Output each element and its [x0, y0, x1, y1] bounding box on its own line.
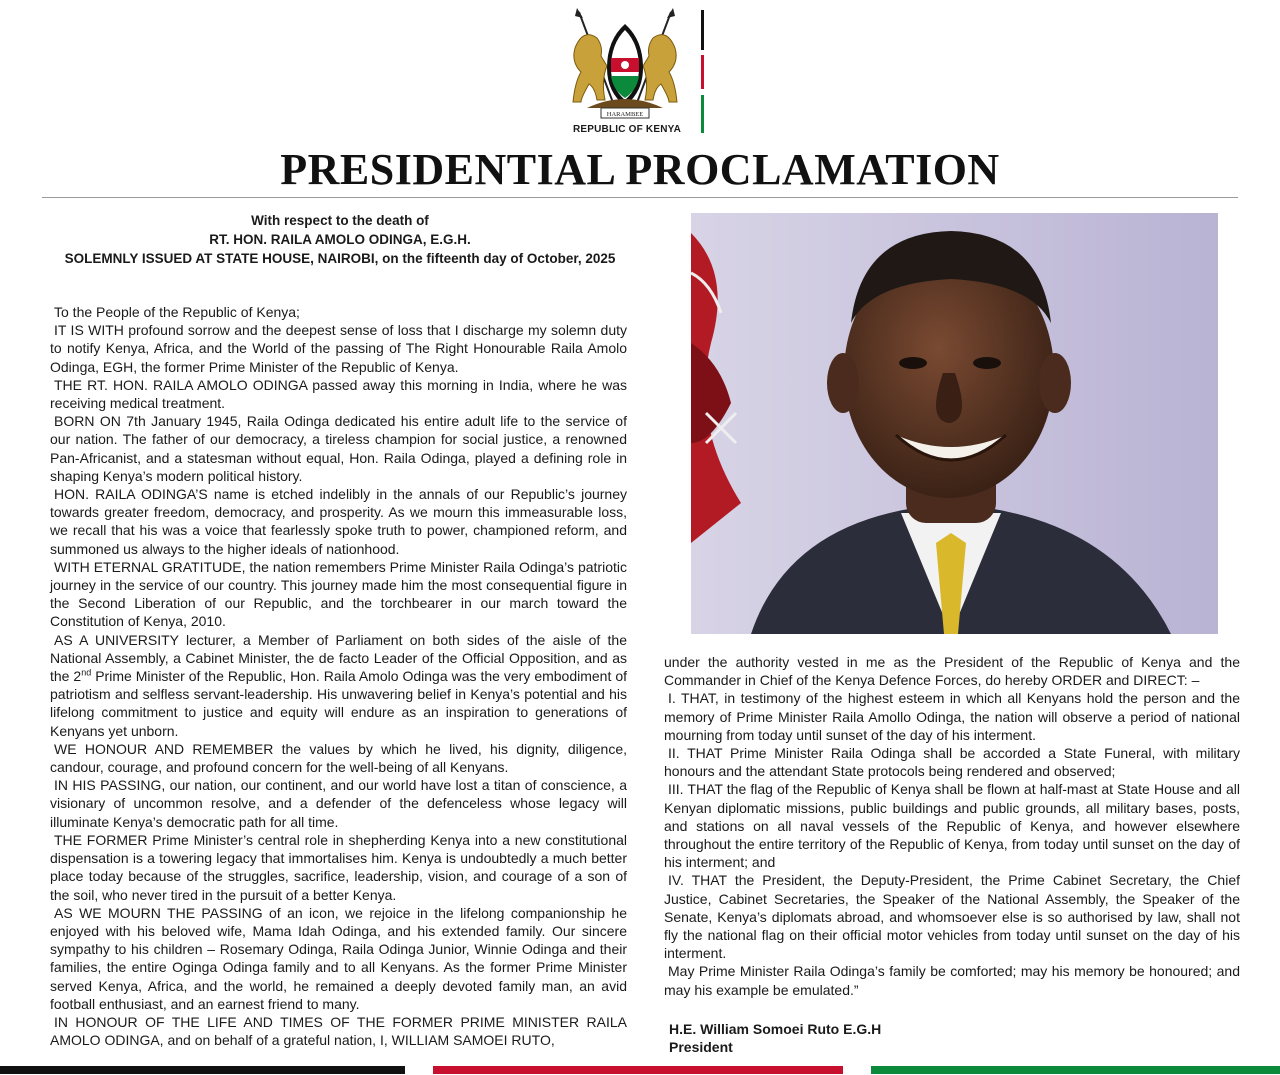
- paragraph: AS WE MOURN THE PASSING of an icon, we rejoice in the lifelong companionship he enjoyed with his beloved wife, Mama Idah Odinga, and his extended family. Our sincere sympathy to his children – Rosemary Odinga, Raila Odinga Junior, Winnie Odinga and their families, the entire Oginga Odinga family and to all Kenyans. As the former Prime Minister served Kenya, Africa, and the world, he remained a deeply devoted family man, an avid football enthusiast, and an earnest friend to many.: [50, 904, 627, 1012]
- proclamation-header: [0, 0, 1280, 194]
- paragraph: WE HONOUR AND REMEMBER the values by which he lived, his dignity, diligence, candour, courage, and profound concern for the well-being of all Kenyans.: [50, 740, 627, 776]
- ordinal-superscript: nd: [81, 667, 92, 678]
- paragraph: IT IS WITH profound sorrow and the deepest sense of loss that I discharge my solemn duty to notify Kenya, Africa, and the World of the passing of The Right Honourable Raila Amolo Odinga, EGH, the former Prime Minister of the Republic of Kenya.: [50, 322, 627, 375]
- paragraph: To the People of the Republic of Kenya;: [54, 304, 300, 320]
- paragraph-text: Prime Minister of the Republic, Hon. Raila Amolo Odinga was the very embodiment of patriotism and selfless servant-leadership. His unwavering belief in Kenya’s potential and his lifelong commitment to justice and equity will endure as an inspiration to generations of Kenyans yet unborn.: [50, 668, 628, 739]
- footer-stripe-green: [871, 1066, 1280, 1074]
- president-portrait-photo: [691, 213, 1218, 634]
- paragraph: IN HIS PASSING, our nation, our continent, and our world have lost a titan of conscience, a visionary of uncommon resolve, and a defender of the defenceless whose legacy will illuminate Kenya’s democratic path for all time.: [50, 777, 627, 830]
- order-item-3: III. THAT the flag of the Republic of Kenya shall be flown at half-mast at State House and all Kenyan diplomatic missions, public buildings and public grounds, all military bases, posts, and stations on all naval vessels of the Republic of Kenya, and however elsewhere throughout the entire territory of the Republic of Kenya, from today until sunset on the day of his interment; and: [664, 781, 1240, 871]
- signature-block: [669, 1020, 881, 1056]
- flag-bar-black: [701, 10, 704, 50]
- order-item-1: I. THAT, in testimony of the highest esteem in which all Kenyans hold the person and the memory of Prime Minister Raila Amollo Odinga, the nation will observe a period of national mourning from today until sunset of the day of his interment.: [664, 690, 1240, 743]
- paragraph: HON. RAILA ODINGA’S name is etched indelibly in the annals of our Republic’s journey towards greater freedom, democracy, and prosperity. As we mourn this immeasurable loss, we recall that his was a voice that fearlessly spoke truth to power, championed reform, and summoned us always to the higher ideals of nationhood.: [50, 486, 627, 557]
- republic-label: REPUBLIC OF KENYA: [572, 124, 682, 135]
- signatory-name: H.E. William Somoei Ruto E.G.H: [669, 1021, 882, 1037]
- motto-text: HARAMBEE: [606, 111, 644, 118]
- flag-bar-red: [701, 55, 704, 89]
- signatory-role: President: [669, 1039, 733, 1055]
- proclamation-body-left: [50, 303, 627, 1049]
- title-divider: [42, 197, 1238, 198]
- order-item-4: IV. THAT the President, the Deputy-President, the Prime Cabinet Secretary, the Chief Justice, Cabinet Secretaries, the Speaker of the National Assembly, the Speaker of the Senate, Kenya’s diplomats abroad, and whomsoever else is so authorised by law, shall not fly the national flag on their official motor vehicles from today until sunset on the day of his interment.: [664, 872, 1240, 962]
- subheading-line-1: With respect to the death of: [251, 213, 429, 228]
- footer-stripe-black: [0, 1066, 405, 1074]
- paragraph: THE FORMER Prime Minister’s central role in shepherding Kenya into a new constitutional dispensation is a towering legacy that immortalises him. Kenya is undoubtedly a much better place today because of the struggles, sacrifice, leadership, vision, and courage of a son of the soil, who never tired in the pursuit of a better Kenya.: [50, 831, 627, 903]
- paragraph: under the authority vested in me as the President of the Republic of Kenya and the Commander in Chief of the Kenya Defence Forces, do hereby ORDER and DIRECT: –: [664, 654, 1240, 689]
- subheading-line-2: RT. HON. RAILA AMOLO ODINGA, E.G.H.: [209, 232, 471, 247]
- subheading-line-3: SOLEMNLY ISSUED AT STATE HOUSE, NAIROBI, on the fifteenth day of October, 2025: [64, 251, 616, 266]
- footer-stripe-red: [433, 1066, 843, 1074]
- closing-paragraph: May Prime Minister Raila Odinga’s family be comforted; may his memory be honoured; and may his example be emulated.”: [664, 963, 1240, 998]
- flag-bar-green: [701, 95, 704, 133]
- paragraph: IN HONOUR OF THE LIFE AND TIMES OF THE FORMER PRIME MINISTER RAILA AMOLO ODINGA, and on behalf of a grateful nation, I, WILLIAM SAMOEI RUTO,: [50, 1013, 627, 1049]
- order-item-2: II. THAT Prime Minister Raila Odinga shall be accorded a State Funeral, with military honours and the attendant State protocols being rendered and observed;: [664, 745, 1240, 780]
- paragraph-text: AS A UNIVERSITY lecturer, a Member of Parliament on both sides of the aisle of the National Assembly, a Cabinet Minister, the de facto Leader of the Official Opposition, and as the 2: [50, 631, 627, 685]
- paragraph: WITH ETERNAL GRATITUDE, the nation remembers Prime Minister Raila Odinga’s patriotic journey in the service of our country. This journey made him the most consequential figure in the Second Liberation of our Republic, and the torchbearer in our march toward the Constitution of Kenya, 2010.: [50, 558, 627, 630]
- page-title: PRESIDENTIAL PROCLAMATION: [280, 145, 1000, 194]
- paragraph: THE RT. HON. RAILA AMOLO ODINGA passed away this morning in India, where he was receiving medical treatment.: [50, 376, 627, 412]
- paragraph: BORN ON 7th January 1945, Raila Odinga dedicated his entire adult life to the service of our nation. The father of our democracy, a tireless champion for social justice, a renowned Pan-Africanist, and a statesman without equal, Hon. Raila Odinga, played a defining role in shaping Kenya’s modern political history.: [50, 413, 627, 484]
- kenya-coat-of-arms-emblem: [565, 8, 685, 120]
- subheading: [50, 211, 630, 268]
- paragraph: [50, 631, 627, 740]
- proclamation-body-right: [664, 653, 1240, 999]
